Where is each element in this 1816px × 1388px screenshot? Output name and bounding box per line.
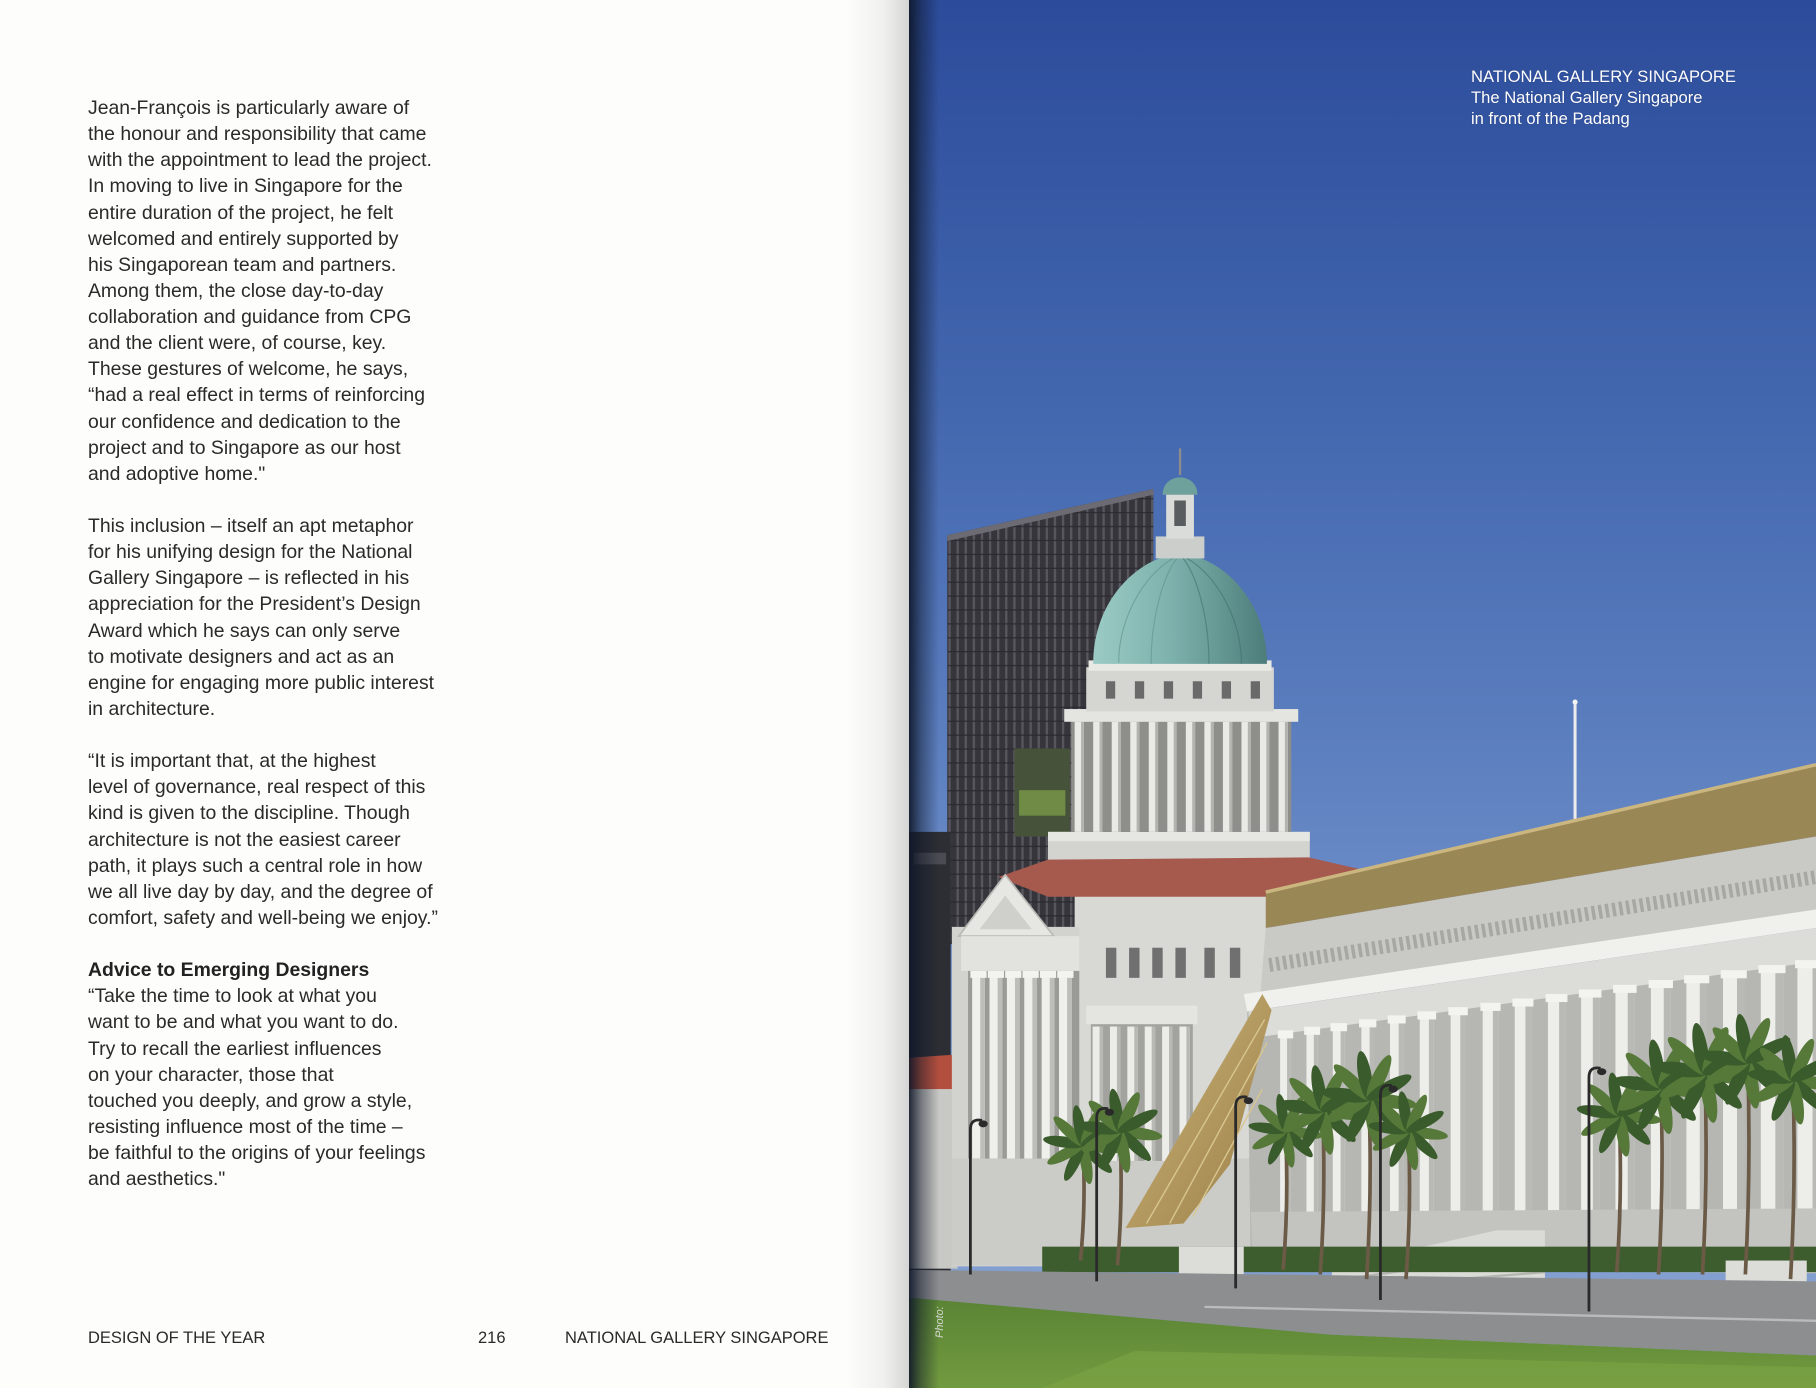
lamp-head xyxy=(1389,1086,1398,1093)
lantern-base xyxy=(1156,536,1205,558)
text-line: comfort, safety and well-being we enjoy.” xyxy=(88,906,438,929)
text-line: and adoptive home." xyxy=(88,462,266,485)
column-capital xyxy=(1040,971,1056,978)
window xyxy=(1164,681,1173,698)
text-line: “had a real effect in terms of reinforcing xyxy=(88,384,425,407)
body-text xyxy=(88,95,528,1192)
window xyxy=(1230,948,1240,978)
column-shadow xyxy=(1525,1005,1531,1214)
caption-line: The National Gallery Singapore xyxy=(1471,87,1703,107)
text-line: resisting influence most of the time – xyxy=(88,1115,403,1138)
text-line: want to be and what you want to do. xyxy=(88,1011,399,1034)
window xyxy=(1204,948,1214,978)
column-shadow xyxy=(1152,1027,1155,1161)
column-shadow xyxy=(1169,1027,1172,1161)
text-line: touched you deeply, and grow a style, xyxy=(88,1089,413,1112)
column-capital xyxy=(1649,980,1673,988)
column-shadow xyxy=(1081,722,1084,832)
column-capital xyxy=(1005,971,1021,978)
window xyxy=(1175,948,1185,978)
column-capital xyxy=(1417,1011,1436,1019)
binding-shadow xyxy=(909,0,939,1388)
footer-section-title: DESIGN OF THE YEAR xyxy=(88,1329,266,1347)
text-line: engine for engaging more public interest xyxy=(88,671,435,694)
column-shadow xyxy=(1559,1001,1565,1214)
column-capital xyxy=(1278,1030,1293,1038)
page-number: 216 xyxy=(478,1329,506,1347)
text-line: for his unifying design for the National xyxy=(88,541,413,564)
column-capital xyxy=(1684,975,1709,983)
column-shadow xyxy=(1155,722,1158,832)
window xyxy=(1193,681,1202,698)
text-line: kind is given to the discipline. Though xyxy=(88,802,410,825)
railing xyxy=(1179,1247,1244,1275)
section-heading: Advice to Emerging Designers xyxy=(88,959,370,982)
hedge xyxy=(1042,1247,1816,1272)
text-line: project and to Singapore as our host xyxy=(88,436,401,459)
column-shadow xyxy=(1050,976,1055,1159)
column-capital xyxy=(1546,994,1568,1002)
column-shadow xyxy=(1285,722,1288,832)
column-capital xyxy=(988,971,1004,978)
text-line: Award which he says can only serve xyxy=(88,619,401,642)
text-line: our confidence and dedication to the xyxy=(88,410,401,433)
text-line: be faithful to the origins of your feelings xyxy=(88,1142,426,1164)
photo-credit: Photo: xyxy=(934,1306,946,1338)
column-capital xyxy=(1512,998,1533,1006)
text-line: collaboration and guidance from CPG xyxy=(88,306,412,328)
column-capital xyxy=(1480,1003,1500,1011)
text-line: the honour and responsibility that came xyxy=(88,123,427,146)
lamp-head xyxy=(1244,1097,1253,1104)
column-shadow xyxy=(1266,722,1269,832)
window xyxy=(1106,681,1115,698)
text-line: Among them, the close day-to-day xyxy=(88,279,384,302)
column-shadow xyxy=(1192,722,1195,832)
tower-terrace-plants xyxy=(1019,790,1065,815)
column-capital xyxy=(1721,970,1747,978)
column-capital xyxy=(1023,971,1039,978)
column-capital xyxy=(1795,960,1816,968)
column-shadow xyxy=(1032,976,1037,1159)
column-shadow xyxy=(1174,722,1177,832)
window xyxy=(1106,948,1116,978)
text-line: level of governance, real respect of this xyxy=(88,776,426,799)
gutter-shadow xyxy=(846,0,909,1388)
text-line: entire duration of the project, he felt xyxy=(88,201,394,224)
lantern-window xyxy=(1174,501,1186,526)
window xyxy=(1135,681,1144,698)
column-shadow xyxy=(1211,722,1214,832)
advice-section xyxy=(88,957,528,1192)
text-line: In moving to live in Singapore for the xyxy=(88,175,403,198)
column-capital xyxy=(970,971,986,978)
column-shadow xyxy=(1100,722,1103,832)
text-line: These gestures of welcome, he says, xyxy=(88,358,409,381)
text-line: and the client were, of course, key. xyxy=(88,332,387,355)
flag-pole-finial xyxy=(1573,700,1578,705)
text-line: This inclusion – itself an apt metaphor xyxy=(88,515,414,537)
text-line: to motivate designers and act as an xyxy=(88,645,395,668)
text-line: “It is important that, at the highest xyxy=(88,750,376,773)
column-capital xyxy=(1330,1023,1347,1031)
paragraph-3 xyxy=(88,748,528,931)
window xyxy=(1251,681,1260,698)
text-line: welcomed and entirely supported by xyxy=(88,227,399,250)
text-line: in architecture. xyxy=(88,697,216,720)
text-line: on your character, those that xyxy=(88,1063,334,1086)
column-shadow xyxy=(1229,722,1232,832)
text-line: Gallery Singapore – is reflected in his xyxy=(88,567,410,590)
column-capital xyxy=(1304,1027,1320,1035)
footer-project-title: NATIONAL GALLERY SINGAPORE xyxy=(565,1329,829,1347)
text-line: Jean-François is particularly aware of xyxy=(88,97,410,119)
text-line: appreciation for the President’s Design xyxy=(88,593,421,616)
photo-national-gallery xyxy=(909,0,1816,1388)
column-shadow xyxy=(1015,976,1020,1159)
column-shadow xyxy=(1137,722,1140,832)
central-entablature xyxy=(1086,1006,1197,1025)
caption-line: in front of the Padang xyxy=(1471,108,1630,128)
column-capital xyxy=(1579,989,1602,997)
column-shadow xyxy=(1737,977,1745,1214)
drum-colonnade-back xyxy=(1071,718,1291,832)
column-capital xyxy=(1613,985,1636,993)
portico-entablature xyxy=(961,936,1079,971)
window xyxy=(1152,948,1162,978)
paragraph-1 xyxy=(88,95,528,487)
column-shadow xyxy=(1118,722,1121,832)
lamp-head xyxy=(1105,1109,1114,1116)
column-capital xyxy=(1758,965,1785,973)
text-line: we all live day by day, and the degree of xyxy=(88,880,433,903)
column-capital xyxy=(1448,1007,1467,1015)
text-line: Try to recall the earliest influences xyxy=(88,1037,382,1060)
column-capital xyxy=(1057,971,1073,978)
text-line: path, it plays such a central role in how xyxy=(88,854,423,877)
column-shadow xyxy=(980,976,985,1159)
window xyxy=(1222,681,1231,698)
column-shadow xyxy=(1460,1014,1465,1214)
text-line: with the appointment to lead the project. xyxy=(88,149,432,172)
text-line: and aesthetics." xyxy=(88,1168,226,1191)
drum-base-balustrade xyxy=(1048,832,1310,841)
lamp-head xyxy=(979,1120,988,1127)
column-shadow xyxy=(1493,1010,1498,1214)
window xyxy=(1129,948,1139,978)
column-capital xyxy=(1388,1015,1406,1023)
text-line: his Singaporean team and partners. xyxy=(88,253,397,276)
caption-title: NATIONAL GALLERY SINGAPORE xyxy=(1471,67,1736,86)
column-capital xyxy=(1359,1019,1376,1027)
text-line: architecture is not the easiest career xyxy=(88,828,401,851)
column-shadow xyxy=(1248,722,1251,832)
paragraph-2 xyxy=(88,513,528,722)
photo-caption xyxy=(1471,67,1736,129)
column-shadow xyxy=(998,976,1003,1159)
text-line: “Take the time to look at what you xyxy=(88,985,377,1008)
lamp-head xyxy=(1597,1068,1606,1075)
